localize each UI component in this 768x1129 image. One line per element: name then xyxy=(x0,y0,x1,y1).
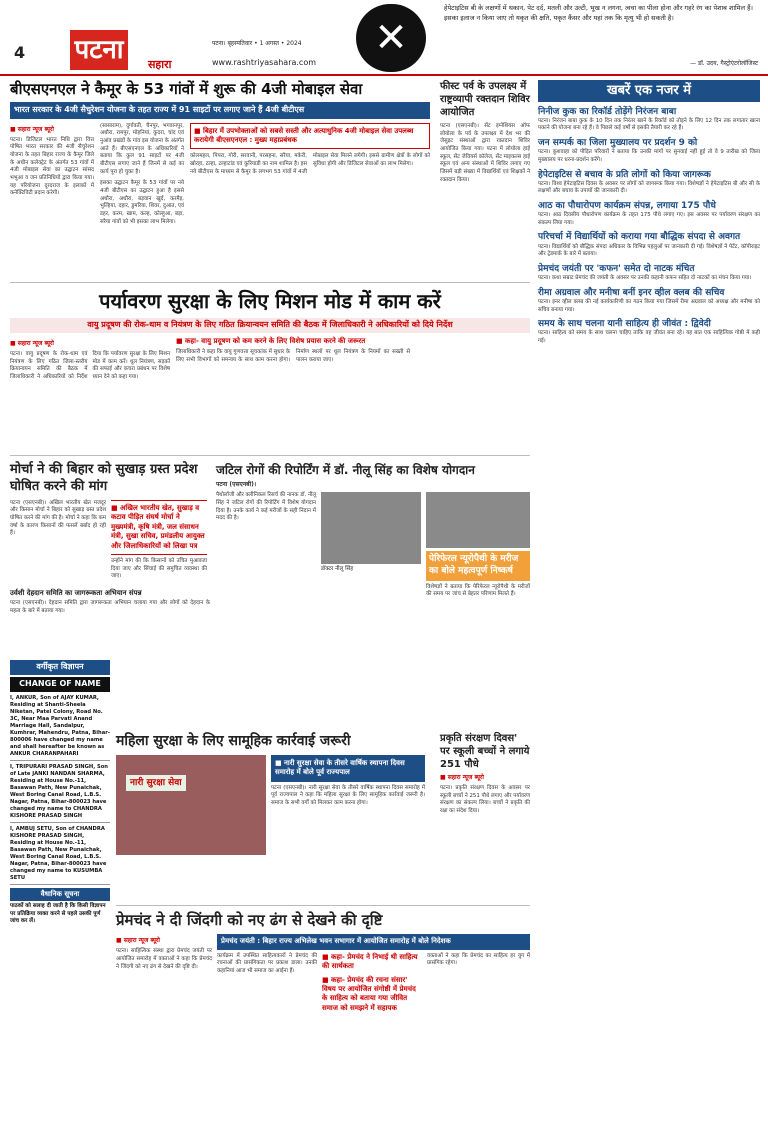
lead-subhead: भारत सरकार के 4जी सैचुरेशन योजना के तहत राज्य में 91 साइटों पर लगाए जाने हैं 4जी बीटीएस xyxy=(10,102,430,119)
header-quote-author: — डॉ. उदय, गैस्ट्रोएंटरोलॉजिस्ट xyxy=(690,60,758,67)
classified-ads xyxy=(10,660,110,926)
lead-byline: ■ सहारा न्यूज ब्यूरो xyxy=(10,125,54,133)
fest-story xyxy=(440,80,530,184)
mahila-photo-text: नारी सुरक्षा सेवा xyxy=(126,775,186,791)
sidebar-item-head: निनीज कुक का रिकॉर्ड तोड़ेंगे निरंजन बाबा xyxy=(538,106,677,117)
sidebar-item-head: आठ का पौधारोपण कार्यक्रम संपन्न, लगाया 175 पौधे xyxy=(538,201,716,211)
lead-body-3: इसका उद्घाटन कैमूर के 53 गांवों पर नये 4जी बीटीएस का उद्घाटन हुआ है इससे अधौरा, अधौरा, बड़वान खुर्द, करमैइ, भुल्हिया, दहार, डुमरिया, शिवर, दुआत, एवं डहर, करम, खाम, कल्ह, कोल्हुआ, बड़ा, सरैया गांवों को भी इसका लाभ मिलेगा। xyxy=(100,180,184,225)
warning-text: पाठकों को सलाह दी जाती है कि किसी विज्ञापन पर प्रतिक्रिया व्यक्त करने से पहले उसकी पूर्ण जांच कर लें। xyxy=(10,903,106,925)
premchand-body-3: वक्ताओं ने कहा कि प्रेमचंद का साहित्य हर युग में प्रासंगिक रहेगा। xyxy=(427,952,530,967)
mahila-body: पटना (एसएनबी)। नारी सुरक्षा सेवा के तीसरे वार्षिक स्थापना दिवस समारोह में पूर्व राज्यपाल ने कहा कि महिला सुरक्षा के लिए सामूहिक कार्रवाई जरूरी है। समाज के सभी वर्गों को मिलकर काम करना होगा। xyxy=(271,784,425,807)
name-change-notice: I, TRIPURARI PRASAD SINGH, Son of Late JANKI NANDAN SHARMA, Residing at House No.-11, Basawan Path, New Punaichak, West Boring Canal Road, L.B.S. Nagar, Patna, Bihar-800023 have changed my name to CHANDRA KISHORE PRASAD SINGH xyxy=(10,764,110,823)
neelu-body: पैथोलॉजी और क्लीनिकल रिसर्च की नानक डॉ. नीलू सिंह ने जटिल रोगों की रिपोर्टिंग में विशेष योगदान दिया है। उनके कार्य ने कई मरीजों के सही निदान में मदद की है। xyxy=(216,492,316,522)
sidebar-item-head: जन सम्पर्क का जिला मुख्यालय पर प्रदर्शन 9 को xyxy=(538,138,698,149)
classified-label: वर्गीकृत विज्ञापन xyxy=(10,660,110,675)
premchand-byline: ■ सहारा न्यूज ब्यूरो xyxy=(116,937,160,945)
morcha-body-2: उन्होंने मांग की कि किसानों को उचित मुआवजा दिया जाए और सिंचाई की समुचित व्यवस्था की जाए। xyxy=(111,557,207,580)
website: www.rashtriyasahara.com xyxy=(212,58,317,67)
x-logo-icon: ✕ xyxy=(356,4,426,72)
sidebar-item-body: पटना। विद्यार्थियों को बौद्धिक संपदा अधिकार के विभिन्न पहलुओं पर जानकारी दी गई। विशेषज्ञों ने पेटेंट, कॉपीराइट और ट्रेडमार्क के बारे में बताया। xyxy=(538,243,760,258)
neelu-photo-2 xyxy=(426,492,530,548)
news-sidebar xyxy=(538,80,760,346)
prakriti-byline: ■ सहारा न्यूज ब्यूरो xyxy=(440,774,484,781)
environment-subhead: वायु प्रदूषण की रोक-थाम व नियंत्रण के लिए गठित क्रियान्वयन समिति की बैठक में जिलाधिकारी ने अधिकारियों को दिये निर्देश xyxy=(10,318,530,333)
neelu-mid-body: विशेषज्ञों ने बताया कि पेरिफेरल न्यूरोपैथी के मरीजों की समय पर जांच से बेहतर परिणाम मिलते हैं। xyxy=(426,583,530,598)
sidebar-title: खबरें एक नजर में xyxy=(538,80,760,102)
sidebar-item-body: पटना। साहित्य को समय के साथ चलना चाहिए ताकि वह जीवंत बना रहे। यह बात एक साहित्यिक गोष्ठी में कही गई। xyxy=(538,330,760,345)
environment-body: पटना। वायु प्रदूषण के रोक-थाम एवं नियंत्रण के लिए गठित जिला-स्तरीय क्रियान्वयन समिति की बैठक में जिलाधिकारी ने अधिकारियों को निर्देश दिया कि पर्यावरण सुरक्षा के लिए मिशन मोड में काम करें। धूल नियंत्रण, सड़कों की सफाई और कचरा प्रबंधन पर विशेष ध्यान देने को कहा गया। xyxy=(10,350,170,380)
prakriti-body: पटना। प्रकृति संरक्षण दिवस के अवसर पर स्कूली बच्चों ने 251 पौधे लगाए और पर्यावरण संरक्षण का संकल्प लिया। बच्चों ने प्रकृति की रक्षा का संदेश दिया। xyxy=(440,785,530,815)
paper-logo: पटना xyxy=(70,30,128,70)
premchand-pull-1: ■ कहा- प्रेमचंद ने निभाई थी साहित्य की सार्थकता xyxy=(322,952,418,971)
lead-side-body: कोलमहल, पिपरा, गोरी, सरवानी, परसहना, सरैया, मकेरी, खोरहा, टल्हा, टल्हाटांड एवं कुरियाडी का नाम शामिल है। इस नये बीटीएस के माध्यम से कैमूर के लगभग 53 गांवों में 4जी मोबाइल सेवा मिलने लगेगी। इससे ग्रामीण क्षेत्रों के लोगों को सुविधा होगी और डिजिटल सेवाओं का लाभ मिलेगा। xyxy=(190,153,430,175)
name-change-notice: I, ANKUR, Son of AJAY KUMAR, Residing at Shanti-Sheela Niketan, Patel Colony, Road No. 3C, Near Maa Parvati Anand Marriage Hall, Sandalpur, Kumhrar, Mahendru, Patna, Bihar-800006 have changed my name and shall hereafter be known as ANKUR CHARANPAHARI xyxy=(10,695,110,761)
paper-name: सहारा xyxy=(148,58,172,71)
premchand-body: पटना। साहित्यिक संस्था द्वारा प्रेमचंद जयंती पर आयोजित समारोह में वक्ताओं ने कहा कि प्रेमचंद ने जिंदगी को नए ढंग से देखने की दृष्टि दी। xyxy=(116,948,212,970)
lead-headline: बीएसएनएल ने कैमूर के 53 गांवों में शुरू की 4जी मोबाइल सेवा xyxy=(10,80,363,98)
date-line: पटना। बृहस्पतिवार • 1 अगस्त • 2024 xyxy=(212,40,302,47)
environment-headline: पर्यावरण सुरक्षा के लिए मिशन मोड में काम करें xyxy=(99,289,441,313)
sidebar-item-head: परिचर्चा में विद्यार्थियों को कराया गया बौद्धिक संपदा से अवगत xyxy=(538,232,741,243)
sidebar-item-body: पटना। निरंजन बाबा कुक के 10 दिन तक निरंतर खाने के रिकॉर्ड को तोड़ने के लिए 12 दिन तक लगातार खाना पकाने की योजना बना रहे हैं। वे पिछले कई वर्षों से इसकी तैयारी कर रहे हैं। xyxy=(538,117,760,132)
premchand-headline: प्रेमचंद ने दी जिंदगी को नए ढंग से देखने की दृष्टि xyxy=(116,911,383,929)
sidebar-item-head: हेपेटाइटिस से बचाव के प्रति लोगों को किया जागरूक xyxy=(538,169,711,180)
sidebar-item-head: समय के साथ चलना यानी साहित्य ही जीवंत : द्विवेदी xyxy=(538,319,711,330)
neelu-photo xyxy=(321,492,421,564)
premchand-strip: प्रेमचंद जयंती : बिहार राज्य अभिलेख भवन सभागार में आयोजित समारोह में बोले निदेशक xyxy=(217,934,530,949)
lead-body-1: पटना। डिजिटल भारत निधि द्वारा वित्त पोषित भारत सरकार की 4जी सैचुरेशन योजना के तहत बिहार राज्य के कैमूर जिले के अधीन कलेक्ट्रेट के अंतर्गत 53 गांवों में 4जी मोबाइल सेवा का उद्घाटन सांसद भभुआ व जन प्रतिनिधियों द्वारा किया गया। यह परियोजना दूरदराज के इलाकों में कनेक्टिविटी प्रदान करेगी। xyxy=(10,136,94,197)
morcha-sub-body: पटना (एसएनबी)। देहदान समिति द्वारा जागरूकता अभियान चलाया गया और लोगों को देहदान के महत्व के बारे में बताया गया। xyxy=(10,600,210,615)
mahila-story xyxy=(116,732,430,855)
environment-side-head: ■ कहा- वायु प्रदूषण को कम करने के लिए विशेष प्रयास करने की जरूरत xyxy=(176,336,366,345)
environment-side-body: जिलाधिकारी ने कहा कि वायु गुणवत्ता सूचकांक में सुधार के लिए सभी विभागों को समन्वय के साथ काम करना होगा। निर्माण स्थलों पर धूल नियंत्रण के नियमों का सख्ती से पालन कराया जाए। xyxy=(176,349,410,363)
neelu-mid-head: पेरिफेरल न्यूरोपैथी के मरीज का बोले महत्वपूर्ण निष्कर्ष xyxy=(426,551,530,580)
morcha-headline: मोर्चा ने की बिहार को सुखाड़ ग्रस्त प्रदेश घोषित करने की मांग xyxy=(10,462,198,494)
premchand-body-2: कार्यक्रम में उपस्थित साहित्यकारों ने प्रेमचंद की रचनाओं की प्रासंगिकता पर प्रकाश डाला। उनकी कहानियां आज भी समाज का आईना हैं। xyxy=(217,952,317,975)
sidebar-item-body: पटना। इनर व्हील क्लब की नई कार्यकारिणी का गठन किया गया जिसमें रीमा अग्रवाल को अध्यक्ष और मनीषा को सचिव बनाया गया। xyxy=(538,298,760,313)
fest-headline: फीस्ट पर्व के उपलक्ष्य में राष्ट्रव्यापी रक्तदान शिविर आयोजित xyxy=(440,81,530,118)
warning-title: वैधानिक सूचना xyxy=(10,888,110,901)
premchand-story xyxy=(116,910,530,1013)
lead-story xyxy=(10,80,430,226)
neelu-byline: पटना (एसएनबी)। xyxy=(216,481,257,489)
lead-body-2: (सासाराम), दुर्गावती, चैनपुर, भगवानपुर, अधौरा, रामपुर, मोहनियां, कुदरा, चांद एवं नुआंव प्रखंडों के गांव इस योजना के अंतर्गत आते हैं। बीएसएनएल के अधिकारियों ने बताया कि कुल 91 साइटों पर 4जी बीटीएस लगाए जाने हैं जिनमें से कई का कार्य पूरा हो चुका है। xyxy=(100,122,184,175)
page-header xyxy=(0,0,768,76)
lead-side-head: ■ बिहार में उपभोक्ताओं को सबसे सस्ती और अत्याधुनिक 4जी मोबाइल सेवा उपलब्ध करायेगी बीएसएनएल : मुख्य महाप्रबंधक xyxy=(190,123,430,150)
sidebar-item-body: पटना। आठ दिवसीय पौधारोपण कार्यक्रम के तहत 175 पौधे लगाए गए। इस अवसर पर पर्यावरण संरक्षण का संकल्प लिया गया। xyxy=(538,212,760,226)
page-number: 4 xyxy=(14,43,26,62)
premchand-pull-2: ■ कहा- प्रेमचंद की रचना संसार' विषय पर आयोजित संगोष्ठी में प्रेमचंद के साहित्य को बताया गया जीवित समाज को समझने में सहायक xyxy=(322,975,416,1012)
neelu-headline: जटिल रोगों की रिपोर्टिंग में डॉ. नीलू सिंह का विशेष योगदान xyxy=(216,463,475,477)
change-of-name-label: CHANGE OF NAME xyxy=(10,677,110,692)
morcha-story xyxy=(10,462,210,616)
sidebar-item-head: प्रेमचंद जयंती पर 'कफन' समेत दो नाटक मंचित xyxy=(538,263,695,274)
name-change-notice: I, AMBUJ SETU, Son of CHANDRA KISHORE PRASAD SINGH, Residing at House No.-11, Basawan Path, New Punaichak, West Boring Canal Road, L.B.S. Nagar, Patna, Bihar-800023 have changed my name to KUSUMBA SETU xyxy=(10,826,110,885)
morcha-body: पटना (एसएनबी)। अखिल भारतीय खेत मजदूर और किसान मोर्चा ने बिहार को सुखाड़ ग्रस्त प्रदेश घोषित करने की मांग की है। मोर्चा ने कहा कि कम वर्षा के कारण किसानों की फसलें बर्बाद हो रही हैं। xyxy=(10,499,107,537)
sidebar-item-body: पटना। विश्व हेपेटाइटिस दिवस के अवसर पर लोगों को जागरूक किया गया। विशेषज्ञों ने हेपेटाइटिस बी और सी के लक्षणों और बचाव के उपायों की जानकारी दी। xyxy=(538,180,760,195)
morcha-pull: ■ अखिल भारतीय खेत, सुखाड़ व कटाव पीड़ित संघर्ष मोर्चा ने मुख्यमंत्री, कृषि मंत्री, जल संसाधन मंत्री, सुखा सचिव, प्रमंडलीय आयुक्त और जिलाधिकारियों को लिखा पत्र xyxy=(111,500,207,555)
mahila-headline: महिला सुरक्षा के लिए सामूहिक कार्रवाई जरूरी xyxy=(116,733,351,749)
environment-story xyxy=(10,288,530,382)
sidebar-item-head: रीमा अग्रवाल और मनीषा बनीं इनर व्हील क्लब की सचिव xyxy=(538,287,725,298)
neelu-story xyxy=(216,462,530,599)
environment-byline: ■ सहारा न्यूज ब्यूरो xyxy=(10,339,54,347)
prakriti-headline: प्रकृति संरक्षण दिवस' पर स्कूली बच्चों ने लगाये 251 पौधे xyxy=(440,733,530,770)
morcha-sub-head: उर्वशी देहदान समिति का जागरूकता अभियान संपन्न xyxy=(10,588,142,597)
mahila-photo xyxy=(116,755,266,855)
sidebar-item-body: पटना। कथा सम्राट प्रेमचंद की जयंती के अवसर पर उनकी कहानी कफन सहित दो नाटकों का मंचन किया गया। xyxy=(538,275,752,282)
neelu-photo-caption: डॉक्टर नीलू सिंह xyxy=(321,566,354,573)
prakriti-story xyxy=(440,732,530,816)
fest-body: पटना (एसएनबी)। सेंट इग्नेशियस ऑफ लोयोला के पर्व के उपलक्ष्य में देश भर की जेसुइट संस्थाओं द्वारा रक्तदान शिविर आयोजित किया गया। पटना में लोयोला हाई स्कूल, सेंट जेवियर्स कॉलेज, सेंट माइकल्स हाई स्कूल एवं अन्य संस्थाओं में शिविर लगाए गए जिसमें बड़ी संख्या में विद्यार्थियों एवं शिक्षकों ने रक्तदान किया। xyxy=(440,123,530,183)
sidebar-item-body: पटना। कुशवाहा को पीड़ित परिवारों ने बताया कि उनकी मांगों पर सुनवाई नहीं हुई तो वे 9 तारीख को जिला मुख्यालय पर धरना-प्रदर्शन करेंगे। xyxy=(538,149,760,163)
header-quote: हेपेटाइटिस बी के लक्षणों में थकान, पेट दर्द, मतली और उल्टी, भूख न लगना, त्वचा का पीला होना और गहरे रंग का पेशाब शामिल हैं। इसका इलाज न किया जाए तो यकृत की क्षति, यकृत कैंसर और यहां तक कि मृत्यु भी हो सकती है। xyxy=(444,4,754,22)
mahila-pull: ■ नारी सुरक्षा सेवा के तीसरे वार्षिक स्थापना दिवस समारोह में बोले पूर्व राज्यपाल xyxy=(271,755,425,782)
